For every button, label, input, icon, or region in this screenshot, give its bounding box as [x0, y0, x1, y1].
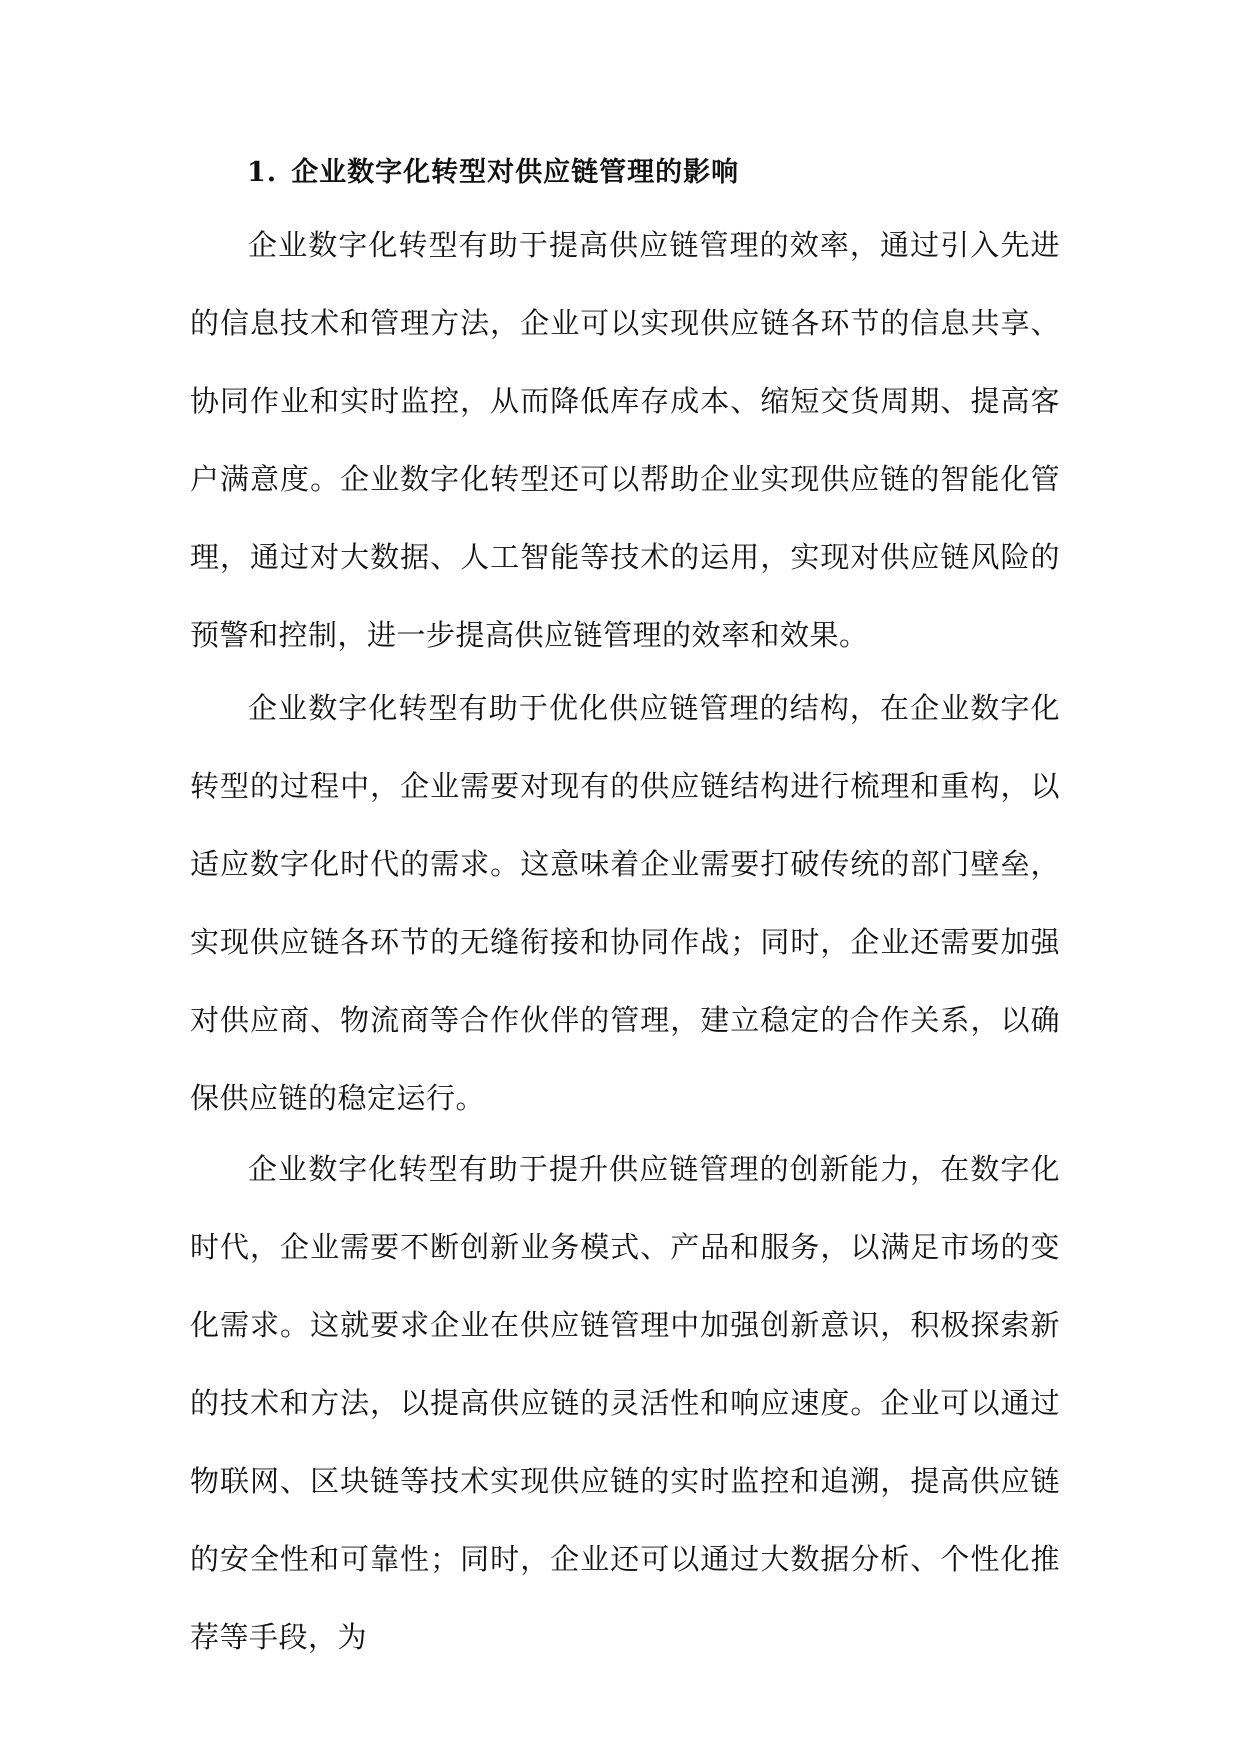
- body-paragraph-3: 企业数字化转型有助于提升供应链管理的创新能力，在数字化时代，企业需要不断创新业务模式、产品和服务，以满足市场的变化需求。这就要求企业在供应链管理中加强创新意识，积极探索新的技术和方法，以提高供应链的灵活性和响应速度。企业可以通过物联网、区块链等技术实现供应链的实时监控和追溯，提高供应链的安全性和可靠性；同时，企业还可以通过大数据分析、个性化推荐等手段，为: [190, 1152, 1060, 1654]
- section-heading: [247, 150, 739, 196]
- body-paragraph-1: 企业数字化转型有助于提高供应链管理的效率，通过引入先进的信息技术和管理方法，企业可以实现供应链各环节的信息共享、协同作业和实时监控，从而降低库存成本、缩短交货周期、提高客户满意度。企业数字化转型还可以帮助企业实现供应链的智能化管理，通过对大数据、人工智能等技术的运用，实现对供应链风险的预警和控制，进一步提高供应链管理的效率和效果。: [190, 228, 1060, 652]
- section-title: 企业数字化转型对供应链管理的影响: [291, 157, 740, 188]
- body-paragraph-2: 企业数字化转型有助于优化供应链管理的结构，在企业数字化转型的过程中，企业需要对现有的供应链结构进行梳理和重构，以适应数字化时代的需求。这意味着企业需要打破传统的部门壁垒，实现供应链各环节的无缝衔接和协同作战；同时，企业还需要加强对供应商、物流商等合作伙伴的管理，建立稳定的合作关系，以确保供应链的稳定运行。: [190, 691, 1060, 1115]
- section-number: 1.: [247, 157, 278, 188]
